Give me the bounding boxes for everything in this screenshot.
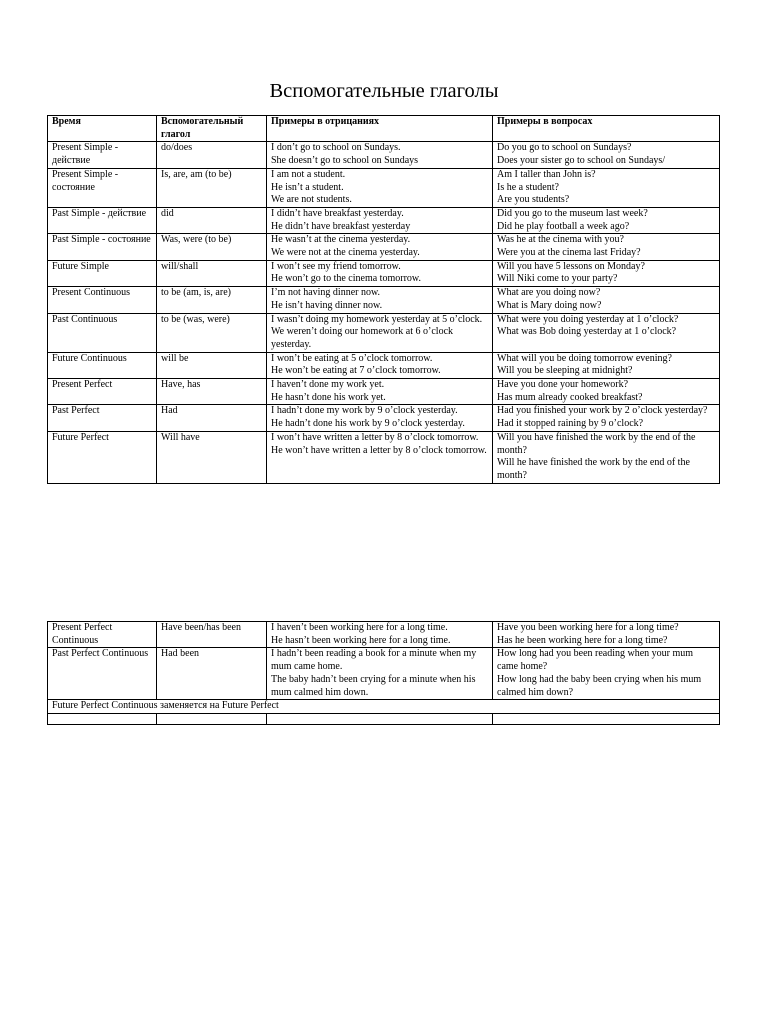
question-examples-cell (493, 168, 720, 207)
negative-examples-cell (267, 260, 493, 286)
auxiliary-verb-cell: to be (am, is, are) (157, 287, 267, 313)
negative-example: I won’t see my friend tomorrow. (271, 260, 401, 272)
negative-example: I didn’t have breakfast yesterday. (271, 207, 404, 219)
table-row (48, 622, 720, 648)
continuous-perfect-table (47, 621, 720, 725)
question-example: Is he a student? (497, 181, 559, 193)
header-auxiliary-verb: Вспомогательный глагол (157, 116, 267, 142)
negative-example: He wasn’t at the cinema yesterday. (271, 234, 411, 246)
question-example: Will Niki come to your party? (497, 273, 618, 285)
question-example: Will you have 5 lessons on Monday? (497, 260, 645, 272)
negative-example: We were not at the cinema yesterday. (271, 247, 420, 259)
question-example: Am I taller than John is? (497, 168, 596, 180)
negative-example: He isn’t a student. (271, 181, 344, 193)
table-row (48, 313, 720, 352)
empty-cell (493, 713, 720, 724)
question-example: Was he at the cinema with you? (497, 234, 624, 246)
negative-example: The baby hadn’t been crying for a minute when his mum calmed him down. (271, 673, 476, 698)
tense-cell: Present Continuous (48, 287, 157, 313)
negative-example: I am not a student. (271, 168, 346, 180)
table-row (48, 207, 720, 233)
question-example: Will you be sleeping at midnight? (497, 365, 633, 377)
auxiliary-verb-cell: Had (157, 405, 267, 431)
empty-cell (157, 713, 267, 724)
page-title: Вспомогательные глаголы (269, 80, 499, 102)
auxiliary-verb-cell: Is, are, am (to be) (157, 168, 267, 207)
negative-example: I hadn’t done my work by 9 o’clock yesterday. (271, 405, 458, 417)
question-example: What are you doing now? (497, 287, 601, 299)
table-row (48, 405, 720, 431)
negative-example: He isn’t having dinner now. (271, 299, 383, 311)
question-example: Does your sister go to school on Sundays/ (497, 155, 666, 167)
table-row (48, 168, 720, 207)
auxiliary-verb-cell: will/shall (157, 260, 267, 286)
negative-examples-cell (267, 379, 493, 405)
table-row (48, 260, 720, 286)
negative-examples-cell (267, 287, 493, 313)
auxiliary-verb-cell: will be (157, 352, 267, 378)
question-example: Did you go to the museum last week? (497, 207, 648, 219)
tense-cell: Future Simple (48, 260, 157, 286)
tense-cell: Past Simple - состояние (48, 234, 157, 260)
negative-example: We are not students. (271, 194, 352, 206)
table-note: Future Perfect Continuous заменяется на Future Perfect (48, 700, 720, 714)
auxiliary-verb-cell: to be (was, were) (157, 313, 267, 352)
question-examples-cell (493, 379, 720, 405)
table-row (48, 352, 720, 378)
tense-cell: Past Continuous (48, 313, 157, 352)
table-row (48, 142, 720, 168)
negative-examples-cell (267, 622, 493, 648)
auxiliary-verb-cell: do/does (157, 142, 267, 168)
question-examples-cell (493, 313, 720, 352)
negative-examples-cell (267, 207, 493, 233)
question-examples-cell (493, 648, 720, 700)
question-examples-cell (493, 287, 720, 313)
negative-example: He didn’t have breakfast yesterday (271, 220, 411, 232)
tense-cell: Future Perfect (48, 431, 157, 483)
question-examples-cell (493, 260, 720, 286)
auxiliary-verb-cell: Had been (157, 648, 267, 700)
empty-cell (48, 713, 157, 724)
question-example: What is Mary doing now? (497, 299, 602, 311)
question-example: Will he have finished the work by the end of the month? (497, 457, 690, 481)
negative-example: I won’t have written a letter by 8 o’clock tomorrow. (271, 431, 479, 443)
negative-example: He won’t go to the cinema tomorrow. (271, 273, 421, 285)
question-example: Are you students? (497, 194, 570, 206)
question-examples-cell (493, 352, 720, 378)
header-question-examples: Примеры в вопросах (493, 116, 720, 142)
table-header-row (48, 116, 720, 142)
auxiliary-verbs-table (47, 115, 720, 484)
negative-examples-cell (267, 168, 493, 207)
negative-example: She doesn’t go to school on Sundays (271, 155, 419, 167)
negative-example: He won’t be eating at 7 o’clock tomorrow. (271, 365, 441, 377)
negative-example: I won’t be eating at 5 o’clock tomorrow. (271, 352, 433, 364)
auxiliary-verb-cell: did (157, 207, 267, 233)
question-examples-cell (493, 431, 720, 483)
tense-cell: Present Simple - действие (48, 142, 157, 168)
table-row (48, 287, 720, 313)
negative-examples-cell (267, 313, 493, 352)
question-example: Had it stopped raining by 9 o’clock? (497, 418, 644, 430)
negative-example: He hasn’t been working here for a long time. (271, 634, 451, 646)
empty-row (48, 713, 720, 724)
negative-examples-cell (267, 431, 493, 483)
question-example: Will you have finished the work by the end of the month? (497, 431, 696, 456)
tense-cell: Present Perfect (48, 379, 157, 405)
question-example: Did he play football a week ago? (497, 220, 630, 232)
question-example: Has he been working here for a long time? (497, 634, 668, 646)
tense-cell: Past Simple - действие (48, 207, 157, 233)
question-example: Has mum already cooked breakfast? (497, 391, 643, 403)
negative-example: I don’t go to school on Sundays. (271, 142, 401, 154)
question-example: Do you go to school on Sundays? (497, 142, 632, 154)
negative-example: He hadn’t done his work by 9 o’clock yesterday. (271, 418, 465, 430)
tense-cell: Present Simple - состояние (48, 168, 157, 207)
table-row (48, 431, 720, 483)
negative-examples-cell (267, 648, 493, 700)
table-row (48, 648, 720, 700)
negative-examples-cell (267, 234, 493, 260)
auxiliary-verb-cell: Have, has (157, 379, 267, 405)
negative-example: We weren’t doing our homework at 6 o’clock yesterday. (271, 326, 454, 350)
tense-cell: Future Continuous (48, 352, 157, 378)
negative-example: I wasn’t doing my homework yesterday at 5 o’clock. (271, 313, 483, 325)
question-example: How long had the baby been crying when his mum calmed him down? (497, 673, 702, 698)
question-example: How long had you been reading when your mum came home? (497, 648, 694, 673)
question-example: What will you be doing tomorrow evening? (497, 352, 672, 364)
table-row (48, 379, 720, 405)
empty-cell (267, 713, 493, 724)
negative-examples-cell (267, 405, 493, 431)
question-example: Were you at the cinema last Friday? (497, 247, 641, 259)
question-examples-cell (493, 234, 720, 260)
auxiliary-verb-cell: Will have (157, 431, 267, 483)
negative-examples-cell (267, 142, 493, 168)
tense-cell: Present Perfect Continuous (48, 622, 157, 648)
negative-example: I haven’t been working here for a long time. (271, 622, 448, 633)
tense-cell: Past Perfect Continuous (48, 648, 157, 700)
tense-cell: Past Perfect (48, 405, 157, 431)
question-example: Had you finished your work by 2 o’clock yesterday? (497, 405, 708, 417)
negative-example: I hadn’t been reading a book for a minute when my mum came home. (271, 648, 477, 673)
question-example: What were you doing yesterday at 1 o’clock? (497, 313, 679, 325)
question-example: Have you been working here for a long time? (497, 622, 679, 633)
negative-examples-cell (267, 352, 493, 378)
question-example: Have you done your homework? (497, 379, 629, 391)
question-example: What was Bob doing yesterday at 1 o’clock? (497, 326, 677, 338)
negative-example: He hasn’t done his work yet. (271, 391, 386, 403)
negative-example: I haven’t done my work yet. (271, 379, 385, 391)
question-examples-cell (493, 207, 720, 233)
note-row (48, 700, 720, 714)
question-examples-cell (493, 142, 720, 168)
auxiliary-verb-cell: Have been/has been (157, 622, 267, 648)
question-examples-cell (493, 622, 720, 648)
negative-example: I’m not having dinner now. (271, 287, 381, 299)
table-row (48, 234, 720, 260)
auxiliary-verb-cell: Was, were (to be) (157, 234, 267, 260)
negative-example: He won’t have written a letter by 8 o’clock tomorrow. (271, 444, 487, 456)
header-tense: Время (48, 116, 157, 142)
question-examples-cell (493, 405, 720, 431)
header-negative-examples: Примеры в отрицаниях (267, 116, 493, 142)
